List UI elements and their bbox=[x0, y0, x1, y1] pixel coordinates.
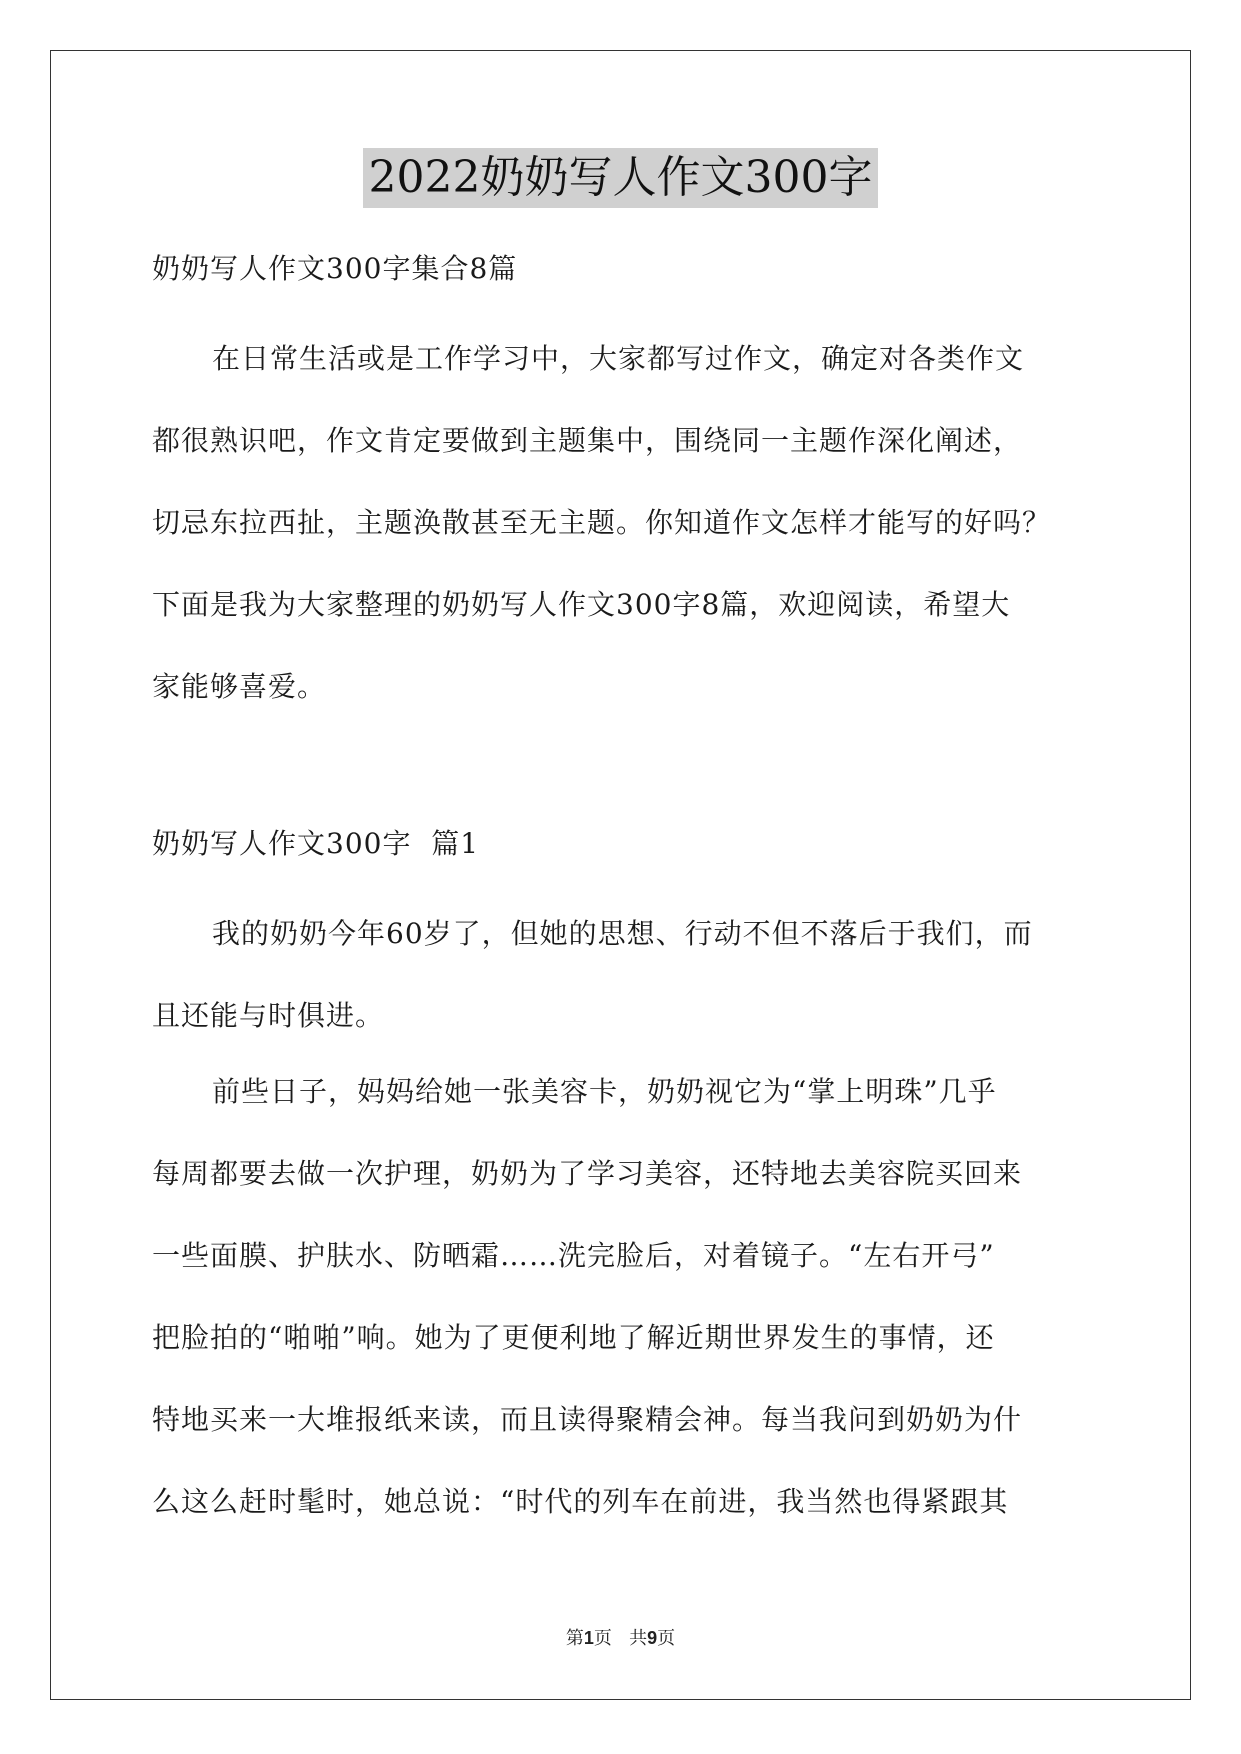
paragraph-line: 特地买来一大堆报纸来读，而且读得聚精会神。每当我问到奶奶为什 bbox=[152, 1403, 1023, 1436]
paragraph-line: 且还能与时俱进。 bbox=[152, 999, 385, 1032]
paragraph-line: 一些面膜、护肤水、防晒霜……洗完脸后，对着镜子。“左右开弓” bbox=[152, 1239, 995, 1272]
document-subtitle: 奶奶写人作文300字集合8篇 bbox=[152, 252, 518, 285]
title-container bbox=[0, 148, 1241, 208]
section-heading-block bbox=[152, 803, 1092, 885]
intro-line: 切忌东拉西扯，主题涣散甚至无主题。你知道作文怎样才能写的好吗？ bbox=[152, 506, 1052, 539]
footer-current-page: 1 bbox=[583, 1628, 594, 1648]
paragraph-2 bbox=[152, 1051, 1092, 1543]
paragraph-line: 前些日子，妈妈给她一张美容卡，奶奶视它为“掌上明珠”几乎 bbox=[212, 1075, 997, 1108]
footer-prefix: 第 bbox=[565, 1628, 584, 1649]
paragraph-1 bbox=[152, 893, 1092, 1057]
intro-line: 在日常生活或是工作学习中，大家都写过作文，确定对各类作文 bbox=[212, 342, 1025, 375]
section-heading: 奶奶写人作文300字 篇1 bbox=[152, 827, 480, 860]
intro-paragraph bbox=[152, 318, 1092, 728]
paragraph-line: 么这么赶时髦时，她总说：“时代的列车在前进，我当然也得紧跟其 bbox=[152, 1485, 1009, 1518]
paragraph-line: 每周都要去做一次护理，奶奶为了学习美容，还特地去美容院买回来 bbox=[152, 1157, 1023, 1190]
footer-mid: 页 共 bbox=[593, 1628, 648, 1649]
page-footer bbox=[0, 1624, 1241, 1650]
subtitle-block bbox=[152, 228, 1092, 310]
intro-line: 下面是我为大家整理的奶奶写人作文300字8篇，欢迎阅读，希望大 bbox=[152, 588, 1011, 621]
intro-line: 家能够喜爱。 bbox=[152, 670, 327, 703]
paragraph-line: 把脸拍的“啪啪”响。她为了更便利地了解近期世界发生的事情，还 bbox=[152, 1321, 995, 1354]
footer-suffix: 页 bbox=[657, 1628, 676, 1649]
document-title: 2022奶奶写人作文300字 bbox=[363, 148, 879, 208]
footer-total-pages: 9 bbox=[647, 1628, 658, 1648]
paragraph-line: 我的奶奶今年60岁了，但她的思想、行动不但不落后于我们，而 bbox=[212, 917, 1033, 950]
intro-line: 都很熟识吧，作文肯定要做到主题集中，围绕同一主题作深化阐述， bbox=[152, 424, 1023, 457]
